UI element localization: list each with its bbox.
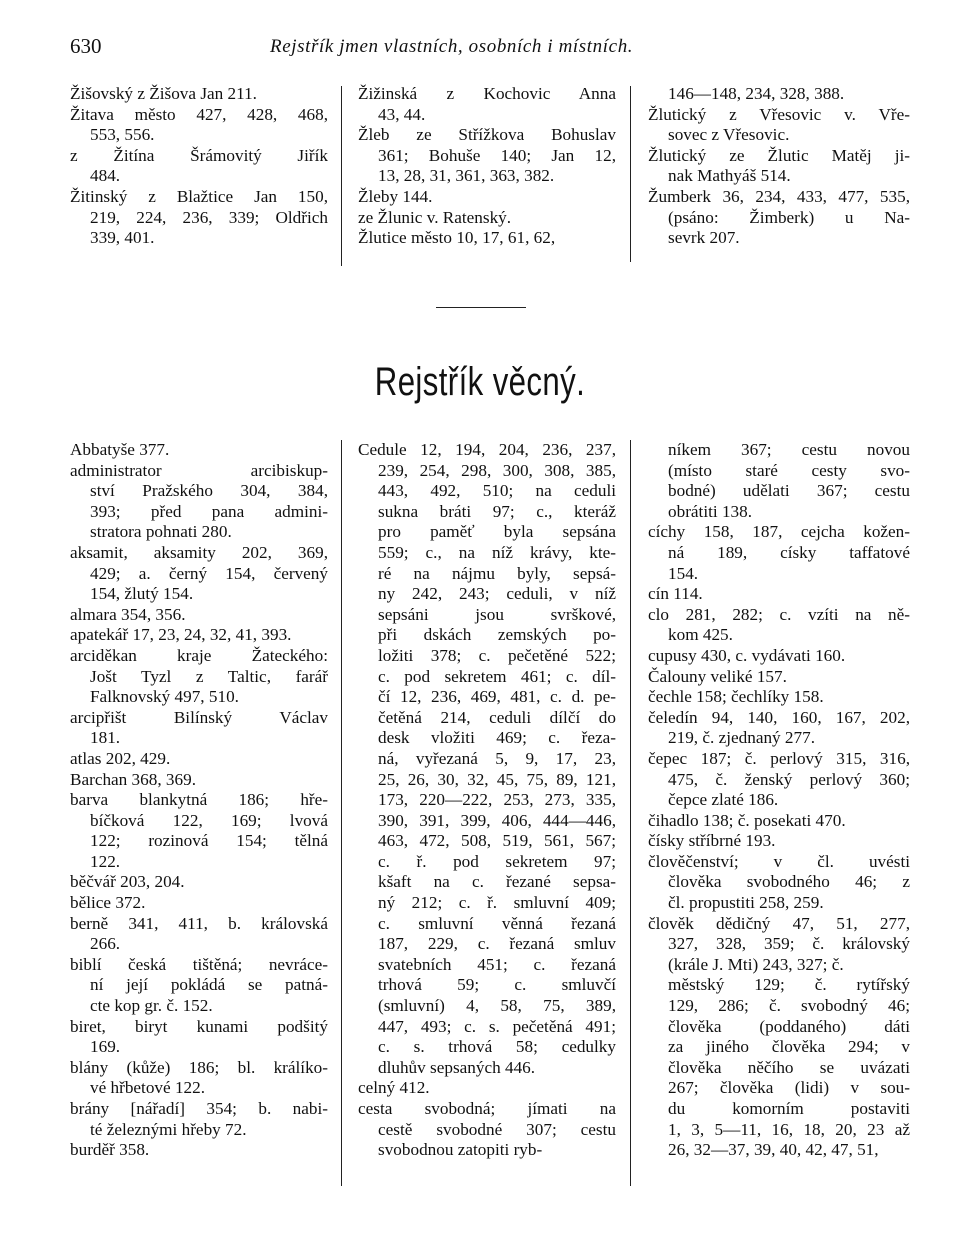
index-entry-continuation: c. pod sekretem 461; c. díl- (378, 666, 616, 686)
page-header (0, 34, 960, 64)
index-entry-continuation: člověka svobodného 46; z (668, 872, 910, 892)
index-entry: Čalouny veliké 157. (648, 666, 787, 686)
index-entry-continuation: ložiti 378; c. pečetěné 522; (378, 645, 616, 665)
index-entry-continuation: svobodnou zatopiti ryb- (378, 1140, 543, 1160)
index-entry-continuation: 327, 328, 359; č. královský (668, 934, 910, 954)
index-entry-continuation: 443, 492, 510; na ceduli (378, 481, 616, 501)
index-entry-continuation: cestě svobodné 307; cestu (378, 1119, 616, 1139)
index-entry-continuation: ní její pokládá se patná- (90, 975, 328, 995)
index-entry-continuation: c. ř. pod sekretem 97; (378, 851, 616, 871)
index-entry-continuation: za jiného člověka 294; v (668, 1037, 910, 1057)
index-entry-continuation: kom 425. (668, 625, 733, 645)
index-entry-continuation: 146—148, 234, 328, 388. (668, 84, 845, 103)
index-entry-continuation: 154, žlutý 154. (90, 584, 194, 604)
index-entry: Žlutický z Vřesovic v. Vře- (648, 104, 910, 124)
subject-index-column-2 (358, 440, 616, 1161)
subject-index-column-3 (648, 440, 910, 1161)
index-entry: Žišovský z Žišova Jan 211. (70, 84, 257, 103)
index-entry: Žižinská z Kochovic Anna (358, 84, 616, 103)
index-entry: cín 114. (648, 584, 703, 604)
index-entry: cesta svobodná; jímati na (358, 1099, 616, 1118)
index-entry: ze Žlunic v. Ratenský. (358, 207, 512, 227)
index-entry-continuation: desk vložiti 469; c. řeza- (378, 728, 616, 748)
index-entry: Cedule 12, 194, 204, 236, 237, (358, 440, 616, 459)
index-entry-continuation: 1, 3, 5—11, 16, 18, 20, 23 až (668, 1119, 910, 1139)
index-entry-continuation: 122; rozinová 154; tělná (90, 831, 328, 851)
index-entry: Žleb ze Střížkova Bohuslav (358, 125, 616, 145)
index-entry-continuation: 393; před pana admini- (90, 501, 328, 521)
index-entry-continuation: ná 189, císky taffatové (668, 542, 910, 562)
index-entry: Žlutický ze Žlutic Matěj ji- (648, 145, 910, 165)
index-entry: barva blankytná 186; hře- (70, 790, 328, 810)
index-entry-continuation: sovec z Vřesovic. (668, 125, 790, 145)
index-entry-continuation: stratora pohnati 280. (90, 522, 232, 542)
index-entry: arciděkan kraje Žateckého: (70, 645, 328, 665)
index-entry-continuation: 25, 26, 30, 32, 45, 75, 89, 121, (378, 769, 616, 789)
index-entry: člověk dědičný 47, 51, 277, (648, 913, 910, 933)
index-entry-continuation: Falknovský 497, 510. (90, 687, 239, 707)
index-entry: Žumberk 36, 234, 433, 477, 535, (648, 186, 910, 206)
index-entry-continuation: 390, 391, 399, 406, 444—446, (378, 810, 616, 830)
index-entry: Žlutice město 10, 17, 61, 62, (358, 228, 556, 248)
index-entry-continuation: 169. (90, 1037, 121, 1057)
index-entry-continuation: 429; a. černý 154, červený (90, 563, 328, 583)
index-entry-continuation: 267; člověka (lidi) v sou- (668, 1078, 910, 1098)
index-entry-continuation: svatebních 451; c. řezaná (378, 954, 616, 974)
index-entry-continuation: 266. (90, 934, 121, 954)
index-entry-continuation: ny 242, 243; ceduli, v níž (378, 584, 616, 604)
subject-index-column-1 (70, 440, 328, 1161)
index-entry-continuation: při dskách zemských po- (378, 625, 616, 645)
index-entry: čísky stříbrné 193. (648, 831, 776, 851)
index-entry: administrator arcibiskup- (70, 460, 328, 480)
index-entry: berně 341, 411, b. královská (70, 913, 328, 933)
index-entry-continuation: (psáno: Žimberk) u Na- (668, 207, 910, 227)
index-entry-continuation: 129, 286; č. svobodný 46; (668, 996, 910, 1016)
names-index-column-2 (358, 84, 616, 249)
index-entry-continuation: 26, 32—37, 39, 40, 42, 47, 51, (668, 1140, 879, 1160)
index-entry-continuation: c. smluvní věnná řezaná (378, 913, 616, 933)
index-entry-continuation: 219, č. zjednaný 277. (668, 728, 816, 748)
index-entry-continuation: 43, 44. (378, 104, 426, 124)
index-entry: čihadlo 138; č. posekati 470. (648, 810, 846, 830)
index-entry: Abbatyše 377. (70, 440, 170, 459)
index-entry: clo 281, 282; c. vzíti na ně- (648, 604, 910, 624)
index-entry-continuation: vé hřbetové 122. (90, 1078, 206, 1098)
index-entry-continuation: obrátiti 138. (668, 501, 753, 521)
section-divider (436, 307, 526, 308)
index-entry: běčvář 203, 204. (70, 872, 185, 892)
column-divider (341, 86, 342, 266)
names-index-column-3 (648, 84, 910, 249)
index-entry-continuation: 181. (90, 728, 121, 748)
index-entry-continuation: trhová 59; c. smluvčí (378, 975, 616, 995)
index-entry-continuation: 463, 472, 508, 519, 561, 567; (378, 831, 616, 851)
index-entry-continuation: 239, 254, 298, 300, 308, 385, (378, 460, 616, 480)
index-entry-continuation: pro paměť byla sepsána (378, 522, 616, 542)
index-entry-continuation: Jošt Tyzl z Taltic, farář (90, 666, 328, 686)
index-entry-continuation: 475, č. ženský perlový 360; (668, 769, 910, 789)
index-entry: biret, biryt kunami podšitý (70, 1016, 328, 1036)
index-entry-continuation: 187, 229, c. řezaná smluv (378, 934, 616, 954)
index-entry-continuation: ré na nájmu byly, sepsá- (378, 563, 616, 583)
index-entry: apatekář 17, 23, 24, 32, 41, 393. (70, 625, 292, 645)
index-entry-continuation: 484. (90, 166, 121, 186)
index-entry: burděř 358. (70, 1140, 150, 1160)
index-entry-continuation: 154. (668, 563, 699, 583)
index-entry-continuation: bíčková 122, 169; lvová (90, 810, 328, 830)
index-entry-continuation: níkem 367; cestu novou (668, 440, 910, 459)
index-entry: Žitinský z Blažtice Jan 150, (70, 186, 328, 206)
index-entry-continuation: c. s. trhová 58; cedulky (378, 1037, 616, 1057)
column-divider (630, 440, 631, 1186)
index-entry-continuation: kšaft na c. řezané sepsa- (378, 872, 616, 892)
index-entry-continuation: (krále J. Mti) 243, 327; č. (668, 954, 844, 974)
index-entry-continuation: sevrk 207. (668, 228, 740, 248)
page-number: 630 (70, 34, 102, 58)
index-entry: člověčenství; v čl. uvésti (648, 851, 910, 871)
index-entry: cíchy 158, 187, cejcha kožen- (648, 522, 910, 542)
index-entry: atlas 202, 429. (70, 748, 171, 768)
index-entry-continuation: ství Pražského 304, 384, (90, 481, 328, 501)
index-entry-continuation: 339, 401. (90, 228, 155, 248)
index-entry-continuation: (místo staré cesty svo- (668, 460, 910, 480)
index-entry-continuation: čepce zlaté 186. (668, 790, 779, 810)
index-entry-continuation: 122. (90, 851, 121, 871)
index-entry-continuation: sepsáni jsou svrškové, (378, 604, 616, 624)
index-entry-continuation: 361; Bohuše 140; Jan 12, (378, 145, 616, 165)
index-entry: aksamit, aksamity 202, 369, (70, 542, 328, 562)
column-divider (341, 440, 342, 1186)
index-entry-continuation: 13, 28, 31, 361, 363, 382. (378, 166, 555, 186)
index-entry: brány [nářadí] 354; b. nabi- (70, 1099, 328, 1118)
index-entry-continuation: du komorním postaviti (668, 1099, 910, 1118)
index-entry-continuation: člověka (poddaného) dáti (668, 1016, 910, 1036)
index-entry-continuation: ná, vyřezaná 5, 9, 17, 23, (378, 748, 616, 768)
index-entry: celný 412. (358, 1078, 430, 1098)
names-index-column-1 (70, 84, 328, 249)
index-entry-continuation: bodné) udělati 367; cestu (668, 481, 910, 501)
index-entry-continuation: té železnými hřeby 72. (90, 1119, 247, 1139)
index-entry: z Žitína Šrámovitý Jiřík (70, 145, 328, 165)
index-entry: Žitava město 427, 428, 468, (70, 104, 328, 124)
index-entry-continuation: četěná 214, ceduli dílčí do (378, 707, 616, 727)
index-entry-continuation: 559; c., na níž krávy, kte- (378, 542, 616, 562)
index-entry-continuation: cte kop gr. č. 152. (90, 996, 213, 1016)
index-entry: bělice 372. (70, 893, 146, 913)
index-entry-continuation: 219, 224, 236, 339; Oldřich (90, 207, 328, 227)
index-entry-continuation: ný 212; c. ř. smluvní 409; (378, 893, 616, 913)
index-entry: Barchan 368, 369. (70, 769, 197, 789)
index-entry-continuation: 173, 220—222, 253, 273, 335, (378, 790, 616, 810)
index-entry: Žleby 144. (358, 186, 433, 206)
index-entry-continuation: čl. propustiti 258, 259. (668, 893, 824, 913)
index-entry: biblí česká tištěná; nevráce- (70, 954, 328, 974)
column-divider (630, 86, 631, 262)
index-entry-continuation: nak Mathyáš 514. (668, 166, 791, 186)
index-entry: čechle 158; čechlíky 158. (648, 687, 824, 707)
index-entry: čeledín 94, 140, 160, 167, 202, (648, 707, 910, 727)
index-entry: cupusy 430, c. vydávati 160. (648, 645, 846, 665)
index-entry-continuation: 553, 556. (90, 125, 155, 145)
index-entry: almara 354, 356. (70, 604, 186, 624)
index-entry: čepec 187; č. perlový 315, 316, (648, 748, 910, 768)
index-entry-continuation: (smluvní) 4, 58, 75, 389, (378, 996, 616, 1016)
index-entry-continuation: dluhův sepsaných 446. (378, 1057, 536, 1077)
index-entry-continuation: 447, 493; c. s. pečetěná 491; (378, 1016, 616, 1036)
running-title: Rejstřík jmen vlastních, osobních i místních. (270, 36, 634, 57)
index-entry: blány (kůže) 186; bl. králíko- (70, 1057, 328, 1077)
index-entry-continuation: čí 12, 236, 469, 481, c. d. pe- (378, 687, 616, 707)
index-entry-continuation: člověka něčího se uvázati (668, 1057, 910, 1077)
index-entry: arcipřišt Bilínský Václav (70, 707, 328, 727)
section-title: Rejstřík věcný. (374, 360, 586, 404)
index-entry-continuation: sukna bráti 97; c., kteráž (378, 501, 616, 521)
index-entry-continuation: městský 129; č. rytířský (668, 975, 910, 995)
